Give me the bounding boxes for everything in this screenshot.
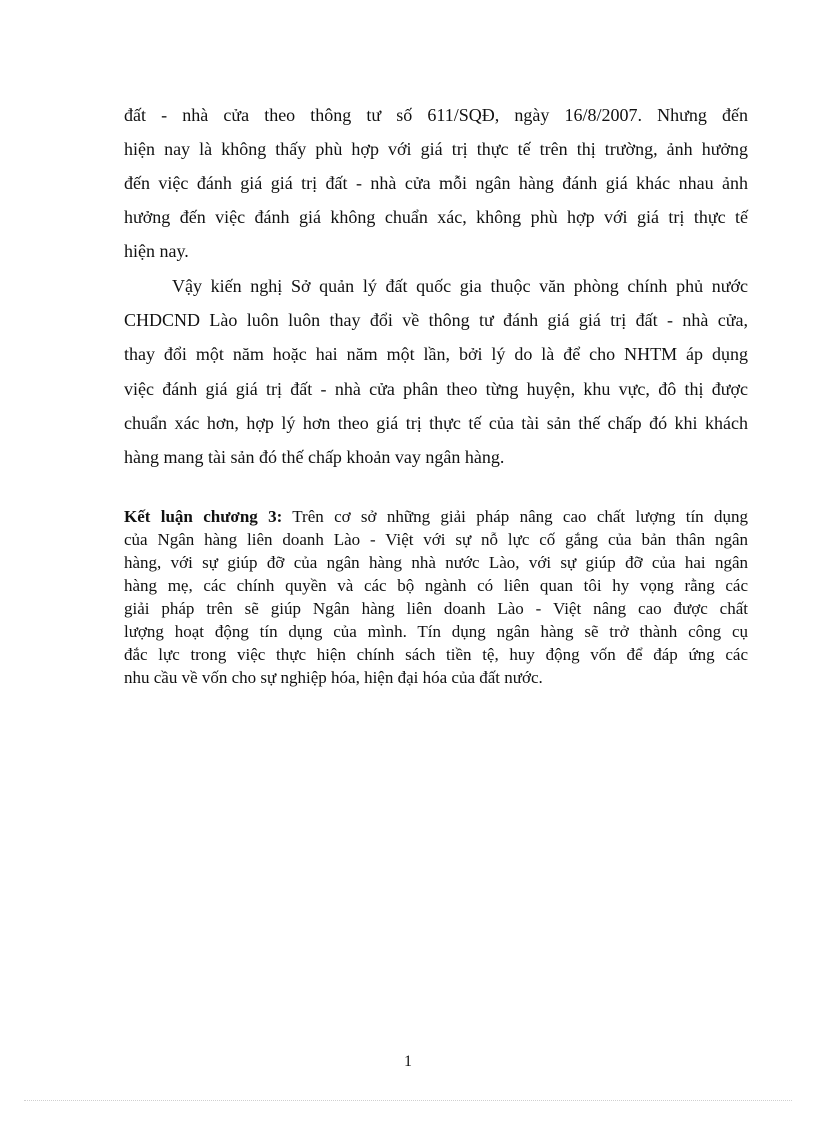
paragraph-line: hàng mẹ, các chính quyền và các bộ ngành có liên quan tôi hy vọng rằng các xyxy=(124,576,748,595)
paragraph-line: chuẩn xác hơn, hợp lý hơn theo giá trị thực tế của tài sản thế chấp đó khi khách xyxy=(124,413,748,433)
paragraph-line: đến việc đánh giá giá trị đất - nhà cửa mỗi ngân hàng đánh giá khác nhau ảnh xyxy=(124,173,748,193)
page-bottom-divider xyxy=(24,1100,792,1101)
paragraph-line: thay đổi một năm hoặc hai năm một lần, bởi lý do là để cho NHTM áp dụng xyxy=(124,344,748,364)
paragraph-line: hiện nay. xyxy=(124,241,189,261)
paragraph-line: CHDCND Lào luôn luôn thay đổi về thông tư đánh giá giá trị đất - nhà cửa, xyxy=(124,310,748,330)
paragraph-line: giải pháp trên sẽ giúp Ngân hàng liên doanh Lào - Việt nâng cao được chất xyxy=(124,599,748,618)
conclusion-heading: Kết luận chương 3: xyxy=(124,507,283,526)
paragraph-line: hàng, với sự giúp đỡ của ngân hàng nhà nước Lào, với sự giúp đỡ của hai ngân xyxy=(124,553,748,572)
paragraph-line: đất - nhà cửa theo thông tư số 611/SQĐ, ngày 16/8/2007. Nhưng đến xyxy=(124,105,748,125)
paragraph-line: lượng hoạt động tín dụng của mình. Tín dụng ngân hàng sẽ trở thành công cụ xyxy=(124,622,748,641)
paragraph-line: nhu cầu về vốn cho sự nghiệp hóa, hiện đại hóa của đất nước. xyxy=(124,668,543,687)
paragraph-line: hưởng đến việc đánh giá không chuẩn xác, không phù hợp với giá trị thực tế xyxy=(124,207,748,227)
paragraph-line: Vậy kiến nghị Sở quản lý đất quốc gia thuộc văn phòng chính phủ nước xyxy=(172,276,748,296)
paragraph-line xyxy=(124,507,748,527)
page-number: 1 xyxy=(404,1053,412,1070)
paragraph-line: hàng mang tài sản đó thế chấp khoản vay ngân hàng. xyxy=(124,447,505,467)
paragraph-line: hiện nay là không thấy phù hợp với giá trị thực tế trên thị trường, ảnh hưởng xyxy=(124,139,748,159)
paragraph-line: của Ngân hàng liên doanh Lào - Việt với sự nỗ lực cố gắng của bản thân ngân xyxy=(124,530,748,549)
paragraph-line: đắc lực trong việc thực hiện chính sách tiền tệ, huy động vốn để đáp ứng các xyxy=(124,645,748,664)
paragraph-line: việc đánh giá giá trị đất - nhà cửa phân theo từng huyện, khu vực, đô thị được xyxy=(124,379,748,399)
conclusion-first-line: Trên cơ sở những giải pháp nâng cao chất lượng tín dụng xyxy=(292,507,748,526)
